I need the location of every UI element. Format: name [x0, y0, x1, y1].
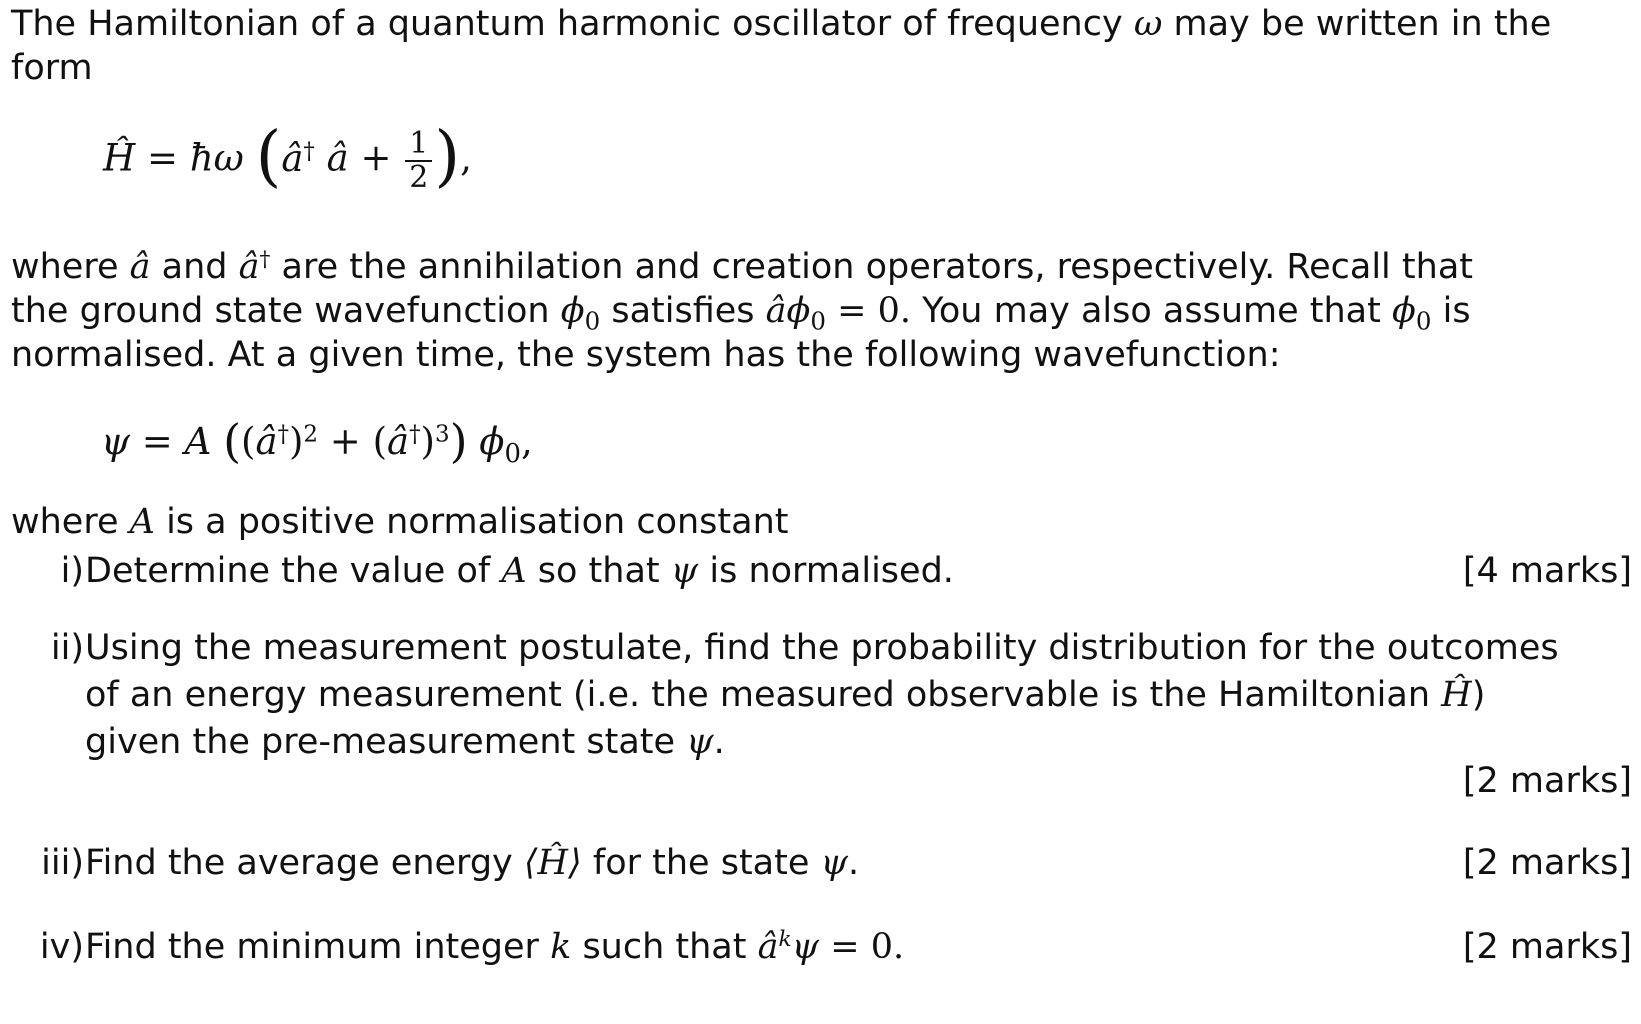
text: satisfies: [611, 291, 755, 331]
marks-i: [4 marks]: [1462, 551, 1632, 591]
eq-fraction-half: $\frac{1}{2}$: [405, 128, 432, 194]
question-number: iv): [39, 927, 84, 967]
question-text: Find the minimum integer k such that $â^k\psi = 0$.: [85, 927, 905, 967]
eq-plus: +: [360, 136, 392, 180]
question-number: i): [60, 551, 84, 591]
eq-hamiltonian-lhs: Ĥ: [103, 136, 136, 180]
eq-comma: ,: [460, 136, 472, 180]
text: where: [11, 247, 119, 287]
intro-line-2: [11, 46, 93, 90]
question-iii: [22, 840, 1632, 887]
hamiltonian-equation: [103, 117, 472, 195]
intro-text-end: may be written in the: [1173, 4, 1552, 44]
question-text: Find the average energy ⟨Ĥ⟩ for the state ψ.: [85, 843, 860, 883]
phi0-symbol: $\phi_0$: [1392, 291, 1432, 336]
text: the ground state wavefunction: [11, 291, 550, 331]
intro-line-1: [11, 2, 1551, 46]
psi-outer-left-paren: (: [223, 414, 242, 468]
psi-comma: ,: [521, 420, 533, 463]
marks-iii: [2 marks]: [1462, 843, 1632, 883]
text: is: [1442, 291, 1471, 331]
question-text: Using the measurement postulate, find the probability distribution for the outcomes of an energy measurement (i.e. the measured observable is the Hamiltonian Ĥ) given the pre-measurement state ψ.: [85, 628, 1559, 762]
normalisation-A: A: [184, 420, 212, 463]
psi-equation: [101, 416, 533, 467]
a-dagger-symbol: â†: [238, 247, 271, 287]
question-iv: [22, 924, 1632, 971]
question-text: Determine the value of A so that ψ is normalised.: [85, 551, 954, 591]
question-number: ii): [50, 628, 84, 668]
psi-term-2: (â†)$^3$: [372, 420, 450, 463]
A-symbol: A: [129, 502, 155, 542]
intro-text: The Hamiltonian of a quantum harmonic oscillator of frequency: [11, 4, 1123, 44]
text: and: [161, 247, 228, 287]
marks-ii: [2 marks]: [1462, 761, 1632, 801]
para2-line-2: [11, 289, 1471, 336]
intro-form-word: form: [11, 48, 93, 88]
equals-zero: = 0.: [837, 291, 911, 331]
text: are the annihilation and creation operators, respectively. Recall that: [281, 247, 1473, 287]
phi0-symbol: $\phi_0$: [560, 291, 601, 336]
text: You may also assume that: [922, 291, 1381, 331]
para2-line-3: [11, 333, 1281, 377]
text: is a positive normalisation constant: [166, 502, 789, 542]
eq-hbar-omega: ħω: [189, 136, 244, 180]
eq-left-paren: (: [255, 117, 282, 195]
question-i: [22, 548, 1632, 595]
psi-lhs: ψ: [101, 420, 131, 463]
psi-phi0: $\phi_0$: [479, 420, 521, 469]
para2-line-1: [11, 245, 1473, 289]
a-hat-symbol: â: [129, 247, 151, 287]
a-phi0-expr: $â\phi_0$: [765, 291, 826, 336]
text: normalised. At a given time, the system has the following wavefunction:: [11, 335, 1281, 375]
eq-equals: =: [147, 136, 179, 180]
question-ii: [22, 625, 1632, 762]
eq-a-dagger: â†: [281, 136, 315, 180]
text: where: [11, 502, 119, 542]
eq-a: â: [326, 136, 349, 180]
eq-right-paren: ): [434, 117, 461, 195]
para3-line: [11, 500, 789, 544]
psi-term-1: (â†)$^2$: [241, 420, 319, 463]
psi-plus: +: [329, 420, 361, 463]
question-number: iii): [41, 843, 84, 883]
marks-iv: [2 marks]: [1462, 927, 1632, 967]
psi-equals: =: [141, 420, 173, 463]
omega-symbol: ω: [1133, 4, 1163, 44]
psi-outer-right-paren: ): [449, 414, 468, 468]
